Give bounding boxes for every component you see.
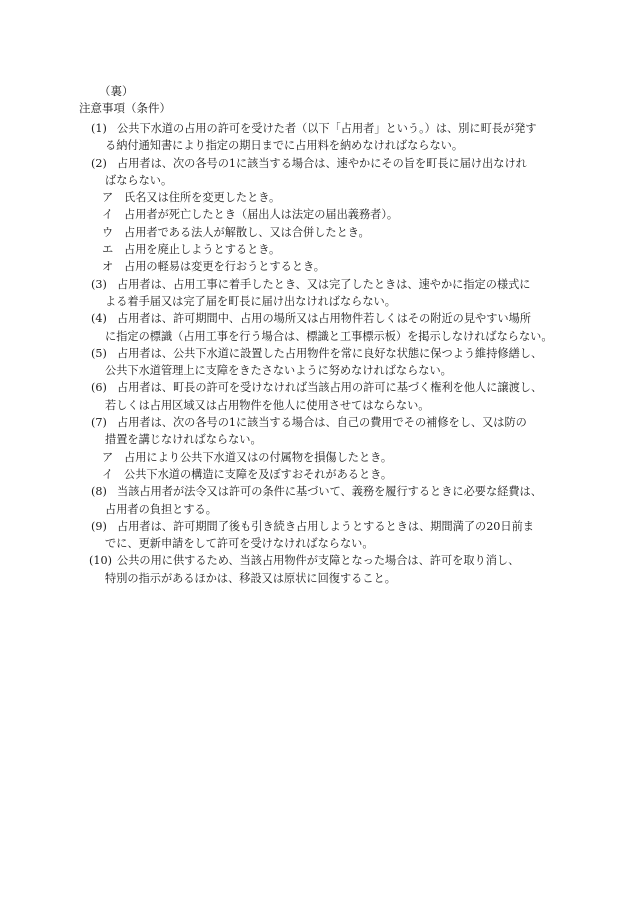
note-item (0, 310, 630, 345)
note-sub-item-text: 公共下水道の構造に支障を及ぼすおそれがあるとき。 (124, 467, 393, 481)
note-item-text (105, 518, 564, 553)
note-sub-item (0, 449, 630, 466)
note-item-line: よる着手届又は完了届を町長に届け出なければならない。 (105, 294, 396, 308)
note-sub-item-text: 占用の軽易は変更を行おうとするとき。 (124, 260, 325, 274)
notes-heading: 注意事項（条件） (79, 101, 171, 115)
note-item (0, 552, 630, 587)
note-sub-item-text: 氏名又は住所を変更したとき。 (124, 191, 281, 205)
note-item (0, 518, 630, 553)
note-sub-item-mark: イ (102, 467, 114, 481)
note-sub-item (0, 224, 630, 241)
note-item-number: (10) (89, 554, 112, 568)
note-item-line: 特別の指示があるほかは、移設又は原状に回復すること。 (105, 571, 396, 585)
note-item-line: 措置を講じなければならない。 (105, 433, 262, 447)
reverse-side-label: （裏） (99, 84, 134, 98)
note-item (0, 276, 630, 311)
note-sub-item-text: 占用者である法人が解散し、又は合併したとき。 (124, 225, 370, 239)
note-item (0, 155, 630, 190)
note-item-line: でに、更新申請をして許可を受けなければならない。 (105, 537, 374, 551)
note-sub-item (0, 241, 630, 258)
note-sub-item-mark: ア (102, 450, 114, 464)
note-item-line: 当該占用者が法令又は許可の条件に基づいて、義務を履行するときに必要な経費は、 (117, 485, 542, 499)
note-item-line: 公共の用に供するため、当該占用物件が支障となった場合は、許可を取り消し、 (117, 554, 520, 568)
note-sub-item-mark: エ (102, 243, 114, 257)
note-item-line: 占用者は、許可期間中、占用の場所又は占用物件若しくはその附近の見やすい場所 (117, 312, 531, 326)
note-item-number: (9) (91, 519, 107, 533)
note-item-number: (7) (91, 416, 107, 430)
note-item-line: 占用者は、公共下水道に設置した占用物件を常に良好な状態に保つよう維持修繕し、 (117, 346, 543, 360)
note-item-text (105, 276, 564, 311)
note-item-number: (2) (91, 156, 107, 170)
note-item-text (105, 120, 564, 155)
note-sub-item-text: 占用者が死亡したとき（届出人は法定の届出義務者）。 (124, 208, 399, 222)
note-item-line: ばならない。 (105, 173, 173, 187)
note-item (0, 379, 630, 414)
note-sub-item-mark: ア (102, 191, 114, 205)
note-item-text (105, 414, 564, 449)
note-item-line: 占用者は、次の各号の1に該当する場合は、自己の費用でその補修をし、又は防の (117, 416, 527, 430)
note-item-text (105, 483, 564, 518)
note-item (0, 414, 630, 449)
note-item-line: 占用者の負担とする。 (105, 502, 217, 516)
note-item-line: 占用者は、町長の許可を受けなければ当該占用の許可に基づく権利を他人に譲渡し、 (117, 381, 543, 395)
note-sub-item (0, 206, 630, 223)
note-item-line: に指定の標識（占用工事を行う場合は、標識と工事標示板）を掲示しなければならない。 (105, 329, 553, 343)
note-sub-item-text: 占用により公共下水道又はの付属物を損傷したとき。 (124, 450, 393, 464)
note-item-number: (6) (91, 381, 107, 395)
note-item-number: (1) (91, 122, 107, 135)
notes-list (0, 120, 630, 587)
note-sub-item (0, 466, 630, 483)
note-item (0, 345, 630, 380)
note-item-line: 占用者は、占用工事に着手したとき、又は完了したときは、速やかに指定の様式に (117, 277, 531, 291)
note-item-number: (4) (91, 312, 107, 326)
note-item-number: (3) (91, 277, 107, 291)
note-item-number: (8) (91, 485, 107, 499)
note-item-line: る納付通知書により指定の期日までに占用料を納めなければならない。 (105, 139, 464, 153)
note-item-line: 公共下水道の占用の許可を受けた者（以下「占用者」という。）は、別に町長が発す (117, 122, 537, 135)
note-item-text (105, 379, 564, 414)
note-sub-item-mark: ウ (102, 225, 114, 239)
note-item-line: 若しくは占用区域又は占用物件を他人に使用させてはならない。 (105, 398, 430, 412)
note-item-text (105, 310, 564, 345)
note-item-number: (5) (91, 346, 107, 360)
note-item-line: 公共下水道管理上に支障をきたさないように努めなければならない。 (105, 364, 452, 378)
note-sub-item-text: 占用を廃止しようとするとき。 (124, 243, 281, 257)
note-sub-item-mark: オ (102, 260, 114, 274)
note-item-line: 占用者は、次の各号の1に該当する場合は、速やかにその旨を町長に届け出なけれ (117, 156, 527, 170)
note-sub-item (0, 258, 630, 275)
note-item-text (105, 155, 564, 190)
note-sub-item (0, 189, 630, 206)
note-item (0, 120, 630, 155)
note-sub-item-mark: イ (102, 208, 114, 222)
note-item-line: 占用者は、許可期間了後も引き続き占用しようとするときは、期間満了の20日前ま (117, 519, 534, 533)
note-item-text (105, 345, 564, 380)
note-item-text (105, 552, 564, 587)
note-item (0, 483, 630, 518)
